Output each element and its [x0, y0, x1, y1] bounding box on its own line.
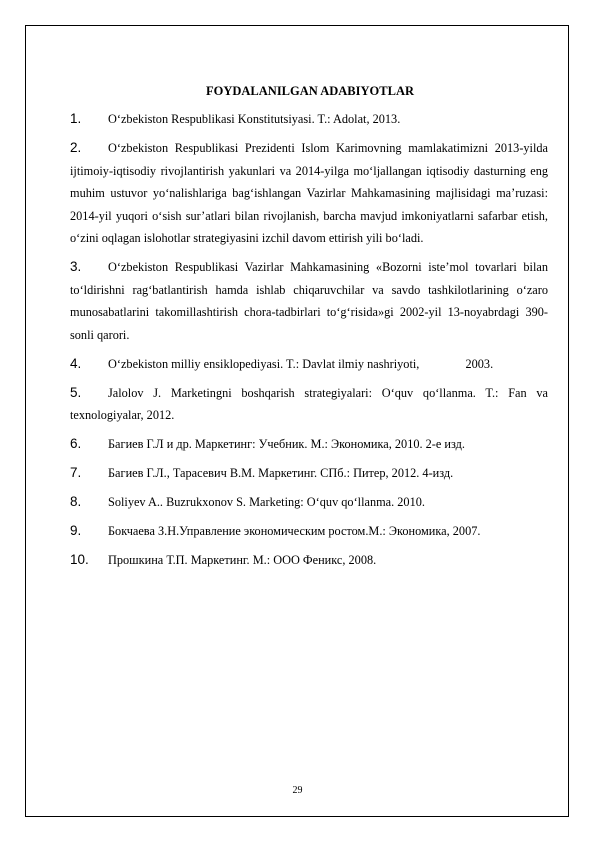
reference-text: Прошкина Т.П. Маркетинг. М.: ООО Феникс, 2008.	[108, 553, 377, 567]
list-item	[70, 433, 548, 456]
reference-text: O‘zbekiston Respublikasi Prezidenti Islom Karimovning mamlakatimizni 2013-yilda ijtimoiy-iqtisodiy rivojlantirish yakunlari va 2014-yilga mo‘ljallangan iqtisodiy dasturning eng muhim ustuvor yo‘nalishlariga bag‘ishlangan Vazirlar Mahkamasining majlisidagi ma’ruzasi: 2014-yil yuqori o‘sish sur’atlari bilan rivojlanish, barcha mavjud imkoniyatlarni safarbar etish, o‘zini oqlagan islohotlar strategiyasini izchil davom ettirish yili bo‘ladi.	[70, 141, 548, 245]
reference-text: Jalolov J. Marketingni boshqarish strategiyalari: O‘quv qo‘llanma. T.: Fan va texnologiyalar, 2012.	[70, 385, 548, 422]
list-item	[70, 520, 548, 543]
reference-text: O‘zbekiston Respublikasi Konstitutsiyasi. T.: Adolat, 2013.	[108, 112, 401, 126]
list-item	[70, 491, 548, 514]
page-number: 29	[292, 785, 303, 796]
reference-number: 5.	[70, 384, 82, 400]
list-item	[70, 462, 548, 485]
reference-text: Багиев Г.Л., Тарасевич В.М. Маркетинг. СПб.: Питер, 2012. 4-изд.	[108, 466, 454, 480]
list-item	[70, 353, 548, 376]
reference-number: 6.	[70, 436, 82, 451]
list-item	[70, 108, 548, 131]
reference-list	[70, 108, 548, 578]
reference-number: 4.	[70, 355, 82, 371]
reference-number: 8.	[70, 494, 82, 509]
list-item	[70, 137, 548, 250]
list-item	[70, 549, 548, 572]
reference-text: O‘zbekiston Respublikasi Vazirlar Mahkamasining «Bozorni iste’mol tovarlari bilan to‘ldirishni rag‘batlantirish hamda ishlab chiqaruvchilar va savdo tashkilotlarining o‘zaro munosabatlarini takomillashtirish chora-tadbirlari to‘g‘risida»gi 2002-yil 13-noyabrdagi 390-sonli qarori.	[70, 260, 548, 342]
reference-number: 7.	[70, 465, 82, 480]
reference-text: Багиев Г.Л и др. Маркетинг: Учебник. М.: Экономика, 2010. 2-е изд.	[108, 437, 465, 451]
reference-text: Soliyev A.. Buzrukxonov S. Marketing: O‘quv qo‘llanma. 2010.	[108, 495, 425, 509]
reference-text: O‘zbekiston milliy ensiklopediyasi. T.: Davlat ilmiy nashriyoti, 2003.	[108, 356, 494, 371]
list-item	[70, 256, 548, 346]
reference-number: 2.	[70, 140, 82, 155]
reference-number: 3.	[70, 259, 82, 274]
reference-number: 1.	[70, 111, 82, 126]
reference-text: Бокчаева З.Н.Управление экономическим ростом.М.: Экономика, 2007.	[108, 524, 481, 538]
reference-number: 10.	[70, 552, 89, 567]
page-title: FOYDALANILGAN ADABIYOTLAR	[205, 84, 414, 98]
list-item	[70, 382, 548, 427]
reference-number: 9.	[70, 523, 82, 538]
